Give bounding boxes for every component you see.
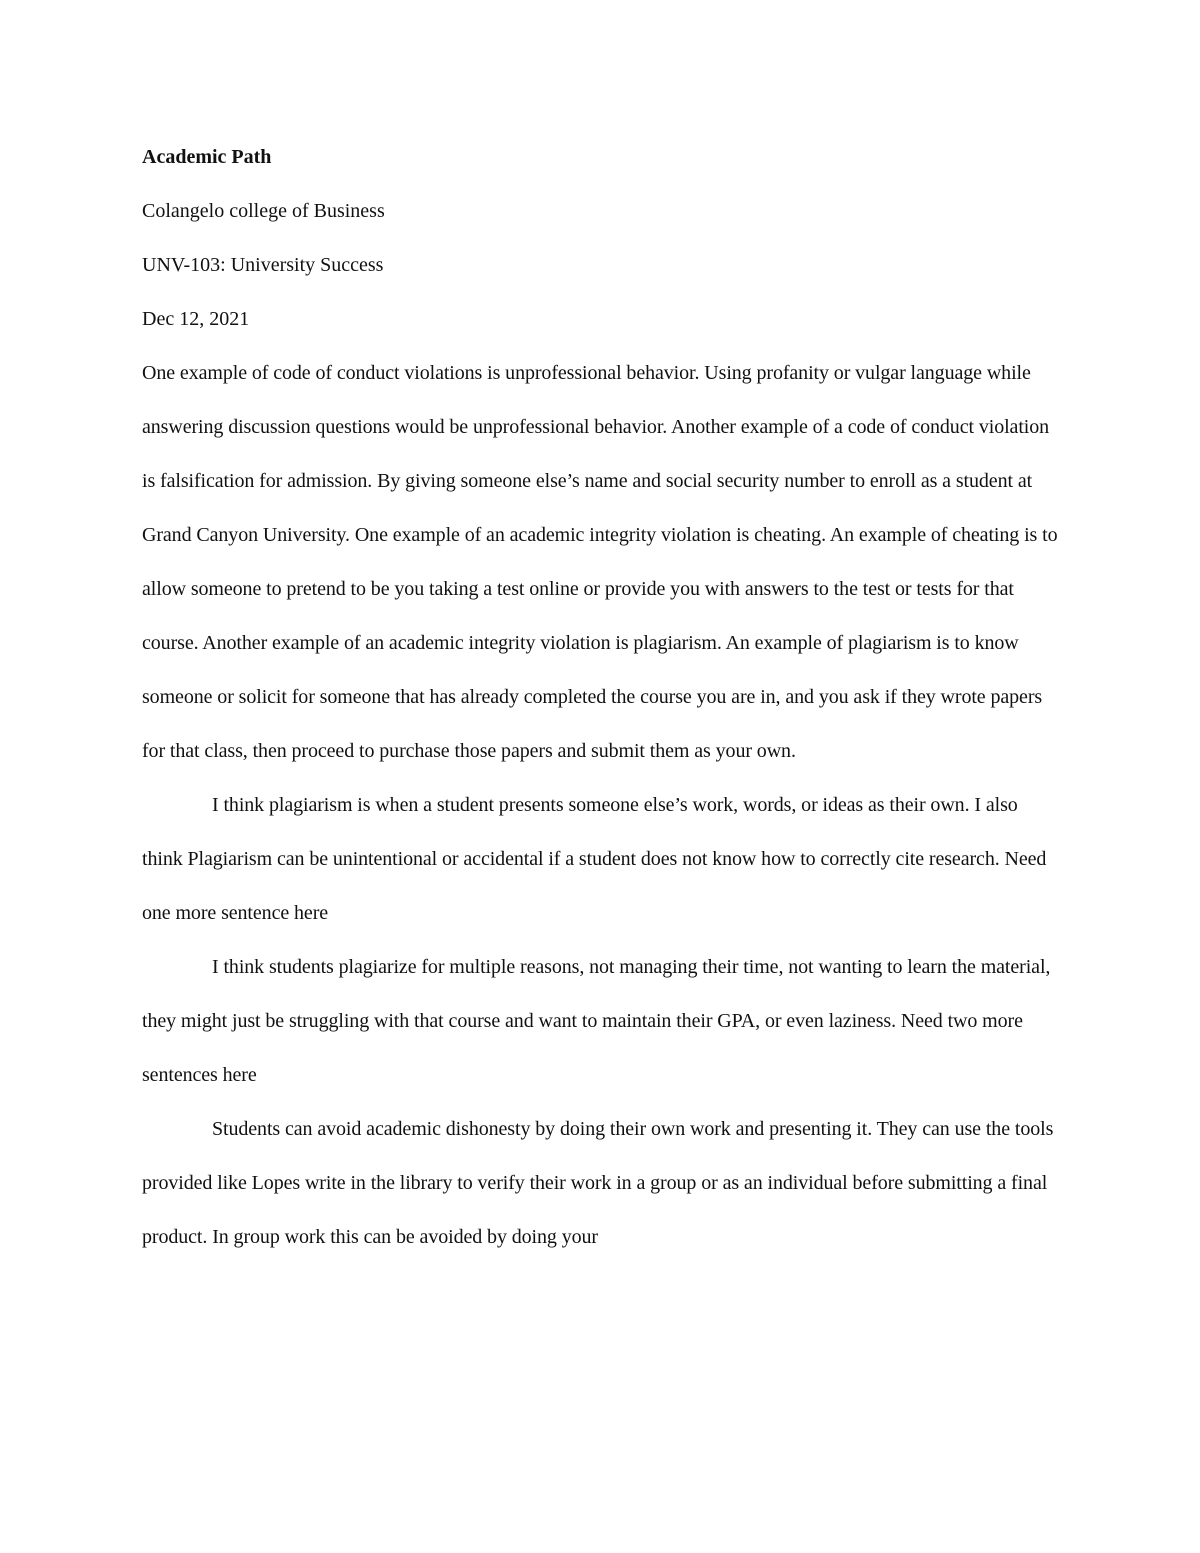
- paragraph-avoiding-dishonesty: Students can avoid academic dishonesty by doing their own work and presenting it. They can use the tools provided like Lopes write in the library to verify their work in a group or as an individual before submitting a final product. In group work this can be avoided by doing your: [142, 1118, 1054, 1248]
- document-date: Dec 12, 2021: [142, 308, 250, 330]
- paragraph-plagiarism-reasons: I think students plagiarize for multiple reasons, not managing their time, not wanting to learn the material, they might just be struggling with that course and want to maintain their GPA, or even laziness. Need two more sentences here: [142, 956, 1051, 1086]
- paragraph-conduct-violations: One example of code of conduct violations is unprofessional behavior. Using profanity or vulgar language while answering discussion questions would be unprofessional behavior. Another example of a code of conduct violation is falsification for admission. By giving someone else’s name and social security number to enroll as a student at Grand Canyon University. One example of an academic integrity violation is cheating. An example of cheating is to allow someone to pretend to be you taking a test online or provide you with answers to the test or tests for that course. Another example of an academic integrity violation is plagiarism. An example of plagiarism is to know someone or solicit for someone that has already completed the course you are in, and you ask if they wrote papers for that class, then proceed to purchase those papers and submit them as your own.: [142, 362, 1058, 762]
- paragraph-plagiarism-definition: I think plagiarism is when a student presents someone else’s work, words, or ideas as their own. I also think Plagiarism can be unintentional or accidental if a student does not know how to correctly cite research. Need one more sentence here: [142, 794, 1047, 924]
- document-title: Academic Path: [142, 146, 272, 168]
- course-name: UNV-103: University Success: [142, 254, 384, 276]
- document-body: [142, 138, 1062, 1264]
- college-name: Colangelo college of Business: [142, 200, 385, 222]
